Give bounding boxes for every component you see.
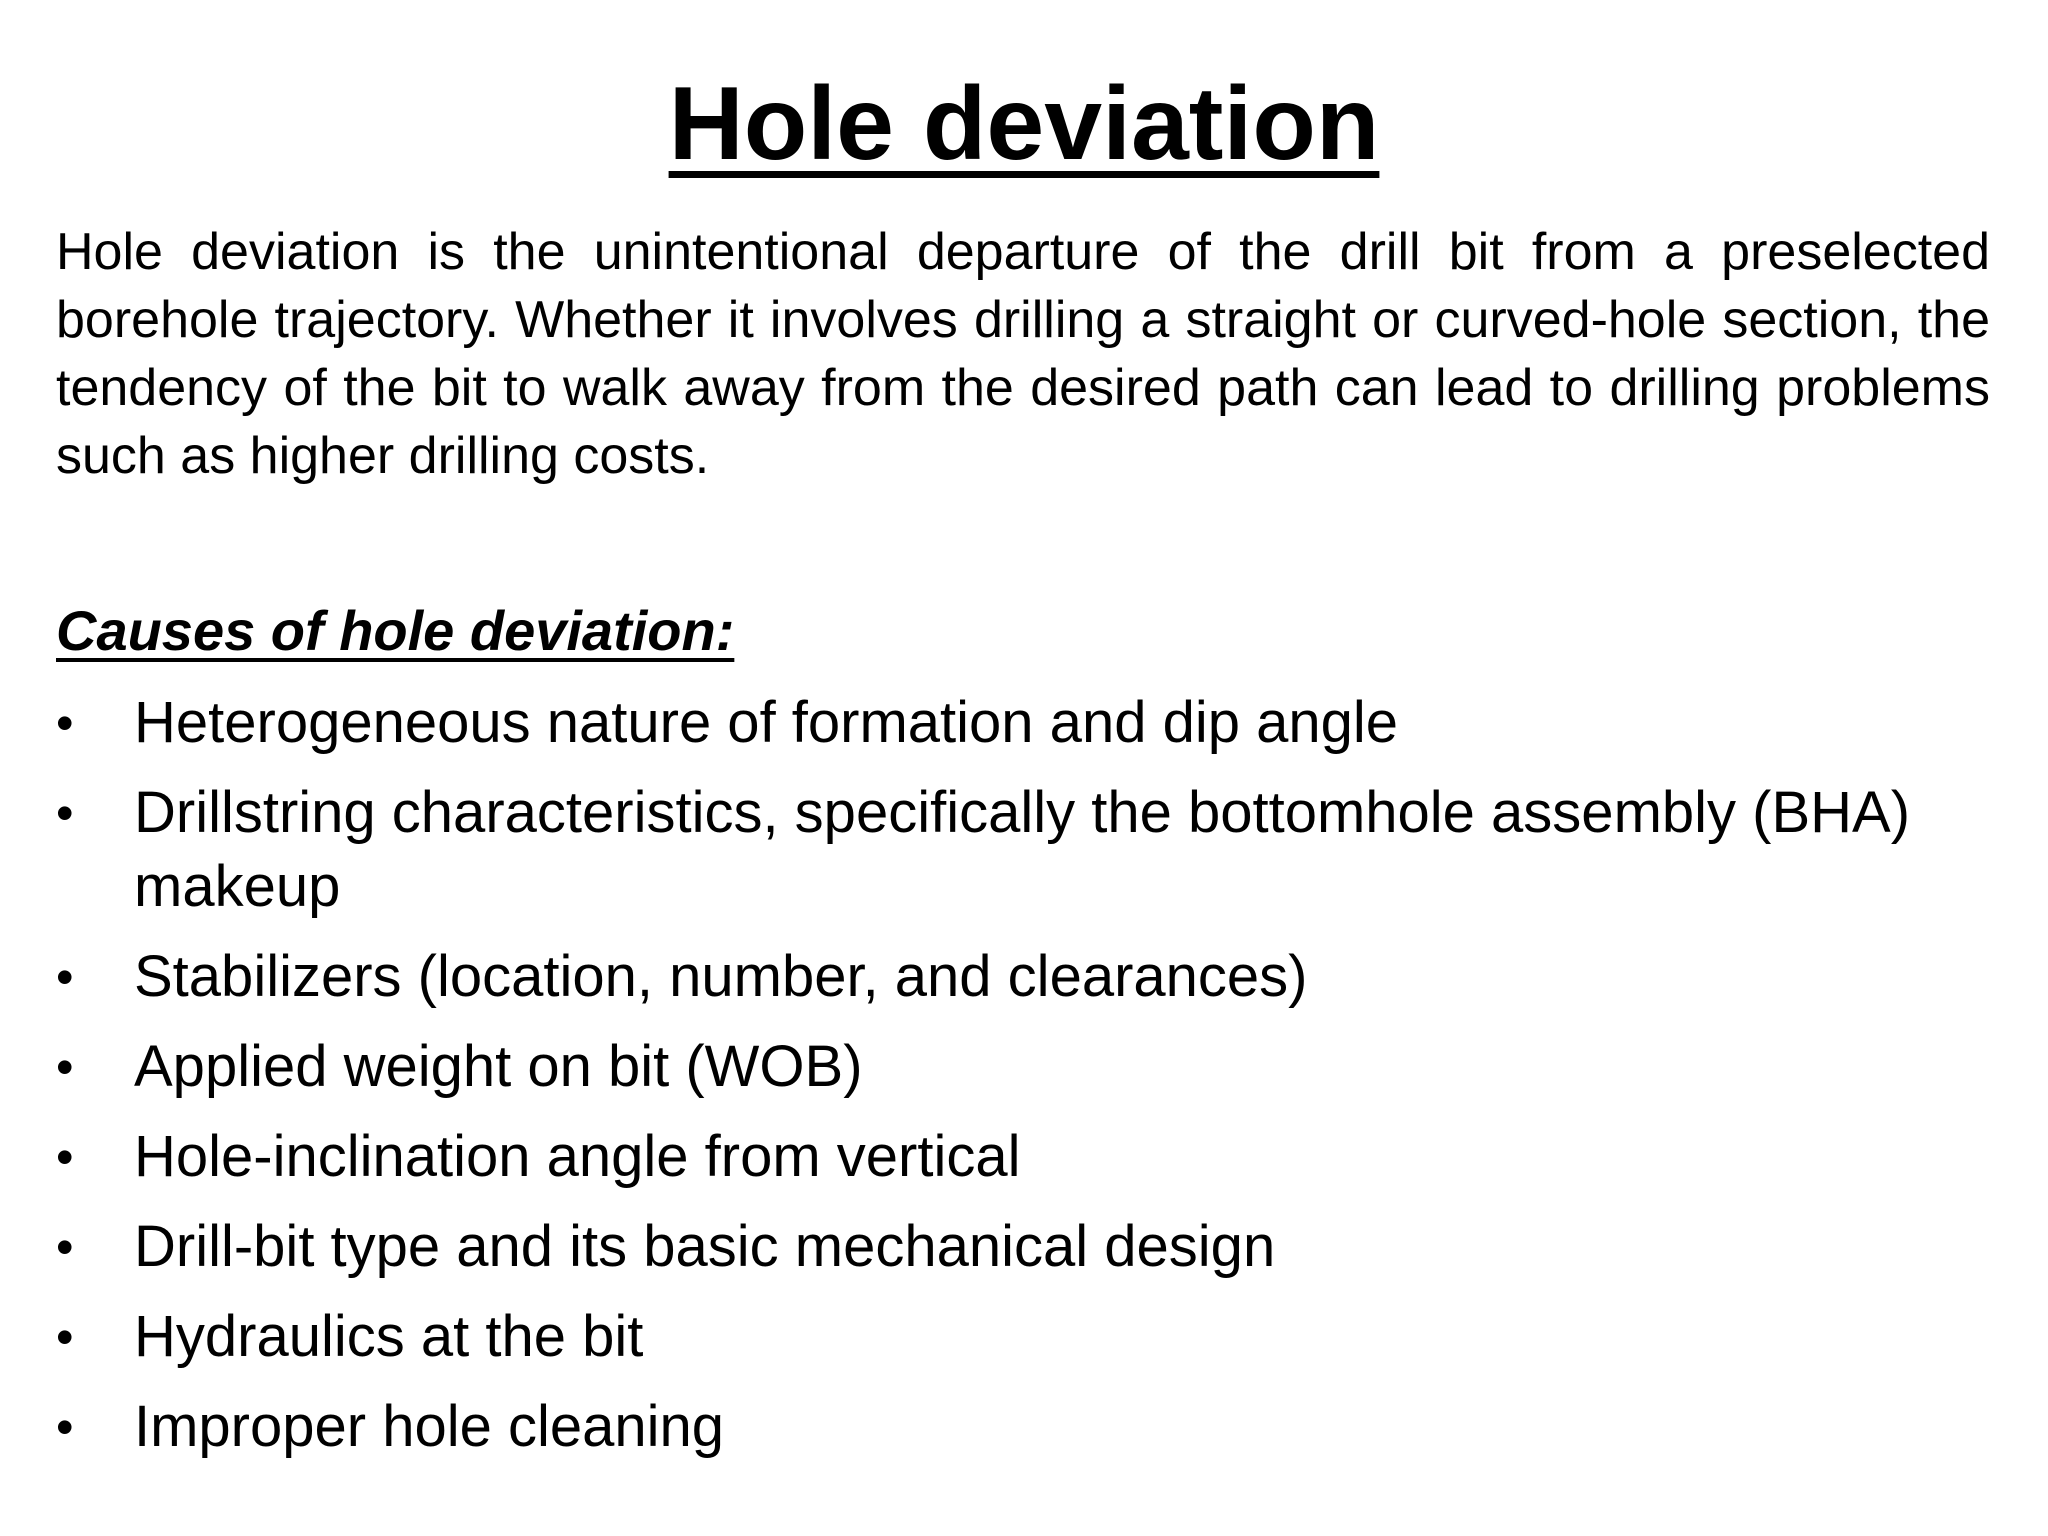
cause-text: Improper hole cleaning (134, 1394, 725, 1459)
causes-heading: Causes of hole deviation: (56, 599, 735, 662)
slide-title-text: Hole deviation (668, 66, 1380, 182)
cause-text: Heterogeneous nature of formation and dip angle (134, 690, 1398, 755)
list-item (56, 1030, 1990, 1104)
bullet-icon: • (56, 785, 74, 841)
list-item (56, 940, 1990, 1014)
bullet-icon: • (56, 1399, 74, 1455)
bullet-icon: • (56, 1219, 74, 1275)
list-item (56, 1300, 1990, 1374)
list-item (56, 1210, 1990, 1284)
bullet-icon: • (56, 1039, 74, 1095)
slide-title (0, 62, 2048, 187)
causes-list (56, 686, 1990, 1480)
bullet-icon: • (56, 949, 74, 1005)
cause-text: Drillstring characteristics, specifically the bottomhole assembly (BHA) makeup (134, 780, 1911, 919)
cause-text: Applied weight on bit (WOB) (134, 1034, 863, 1099)
bullet-icon: • (56, 695, 74, 751)
list-item (56, 776, 1990, 924)
cause-text: Hydraulics at the bit (134, 1304, 644, 1369)
bullet-icon: • (56, 1309, 74, 1365)
list-item (56, 1390, 1990, 1464)
intro-paragraph: Hole deviation is the unintentional departure of the drill bit from a preselected borehole trajectory. Whether it involves drilling a straight or curved-hole section, the tendency of the bit to walk away from the desired path can lead to drilling problems such as higher drilling costs. (56, 223, 1990, 485)
list-item (56, 1120, 1990, 1194)
cause-text: Hole-inclination angle from vertical (134, 1124, 1021, 1189)
bullet-icon: • (56, 1129, 74, 1185)
cause-text: Stabilizers (location, number, and clearances) (134, 944, 1308, 1009)
list-item (56, 686, 1990, 760)
cause-text: Drill-bit type and its basic mechanical design (134, 1214, 1276, 1279)
